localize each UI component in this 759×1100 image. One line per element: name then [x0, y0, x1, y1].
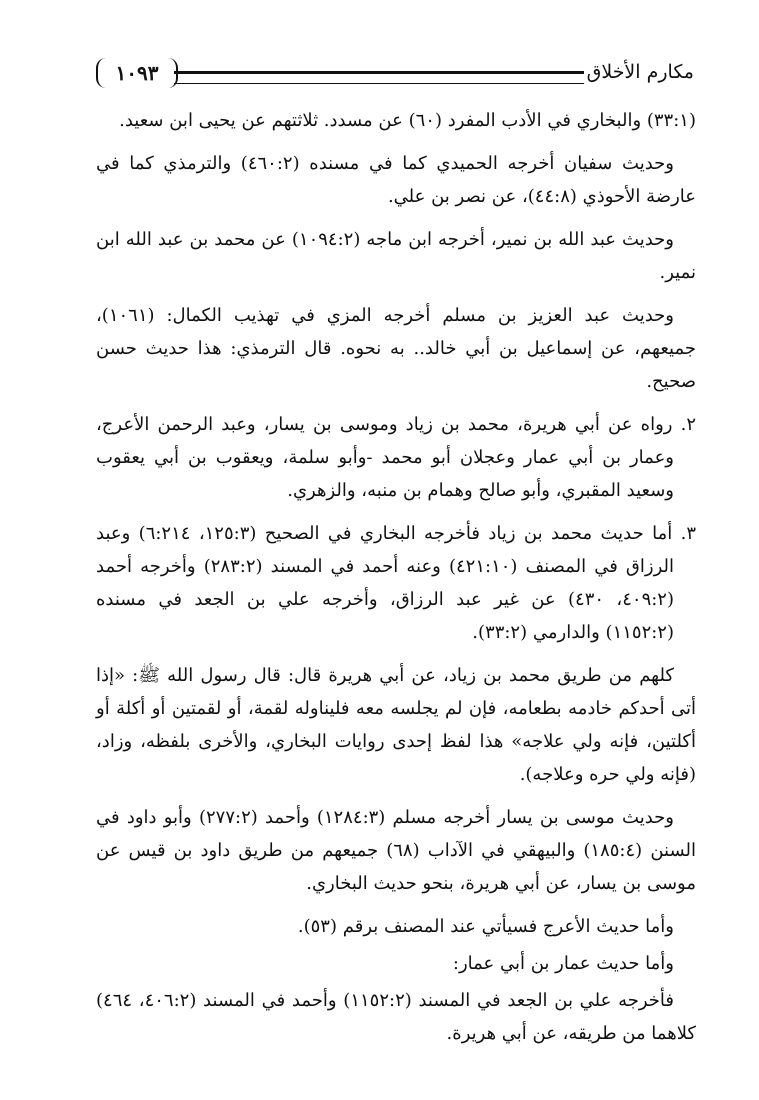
paragraph: وحديث سفيان أخرجه الحميدي كما في مسنده (٤٦٠:٢) والترمذي كما في عارضة الأحوذي (٤٤:٨)، عن نصر بن علي.	[96, 153, 696, 207]
running-title: مكارم الأخلاق	[586, 61, 694, 83]
numbered-paragraph: ٢. رواه عن أبي هريرة، محمد بن زياد وموسى بن يسار، وعبد الرحمن الأعرج، وعمار بن أبي عمار وعجلان أبو محمد -وأبو سلمة، ويعقوب بن أبي يعقوب وسعيد المقبري، وأبو صالح وهمام بن منبه، والزهري.	[96, 414, 696, 501]
paragraph: فأخرجه علي بن الجعد في المسند (١١٥٢:٢) وأحمد في المسند (٤٠٦:٢، ٤٦٤) كلاهما من طريقه، عن أبي هريرة.	[96, 990, 696, 1044]
header-rule	[174, 71, 584, 84]
paragraph: (٣٣:١) والبخاري في الأدب المفرد (٦٠) عن مسدد. ثلاثتهم عن يحيى ابن سعيد.	[119, 110, 696, 131]
page-number: ١٠٩٣	[96, 58, 178, 88]
numbered-paragraph: ٣. أما حديث محمد بن زياد فأخرجه البخاري في الصحيح (١٢٥:٣، ٦:٢١٤) وعبد الرزاق في المصنف (٤٢١:١٠) وعنه أحمد في المسند (٢٨٣:٢) وأخرجه أحمد (٤٠٩:٢، ٤٣٠) عن غير عبد الرزاق، وأخرجه علي بن الجعد في مسنده (١١٥٢:٢) والدارمي (٣٣:٢).	[96, 523, 696, 643]
body-text	[96, 104, 696, 1060]
paragraph: كلهم من طريق محمد بن زياد، عن أبي هريرة قال: قال رسول الله ﷺ: «إذا أتى أحدكم خادمه بطعامه، فإن لم يجلسه معه فليناوله لقمة، أو لقمتين أو أكلة أو أكلتين، فإنه ولي علاجه» هذا لفظ إحدى روايات البخاري، والأخرى بلفظه، وزاد، (فإنه ولي حره وعلاجه).	[96, 665, 696, 785]
paragraph: وأما حديث عمار بن أبي عمار:	[452, 953, 674, 974]
paragraph: وأما حديث الأعرج فسيأتي عند المصنف برقم (٥٣).	[297, 916, 674, 937]
paragraph: وحديث عبد الله بن نمير، أخرجه ابن ماجه (١٠٩٤:٢) عن محمد بن عبد الله ابن نمير.	[96, 229, 696, 283]
page-header	[96, 58, 694, 94]
paragraph: وحديث موسى بن يسار أخرجه مسلم (١٢٨٤:٣) وأحمد (٢٧٧:٢) وأبو داود في السنن (١٨٥:٤) والبيهقي في الآداب (٦٨) جميعهم من طريق داود بن قيس عن موسى بن يسار، عن أبي هريرة، بنحو حديث البخاري.	[96, 807, 696, 894]
paragraph: وحديث عبد العزيز بن مسلم أخرجه المزي في تهذيب الكمال: (١٠٦١)، جميعهم، عن إسماعيل بن أبي خالد.. به نحوه. قال الترمذي: هذا حديث حسن صحيح.	[96, 305, 696, 392]
